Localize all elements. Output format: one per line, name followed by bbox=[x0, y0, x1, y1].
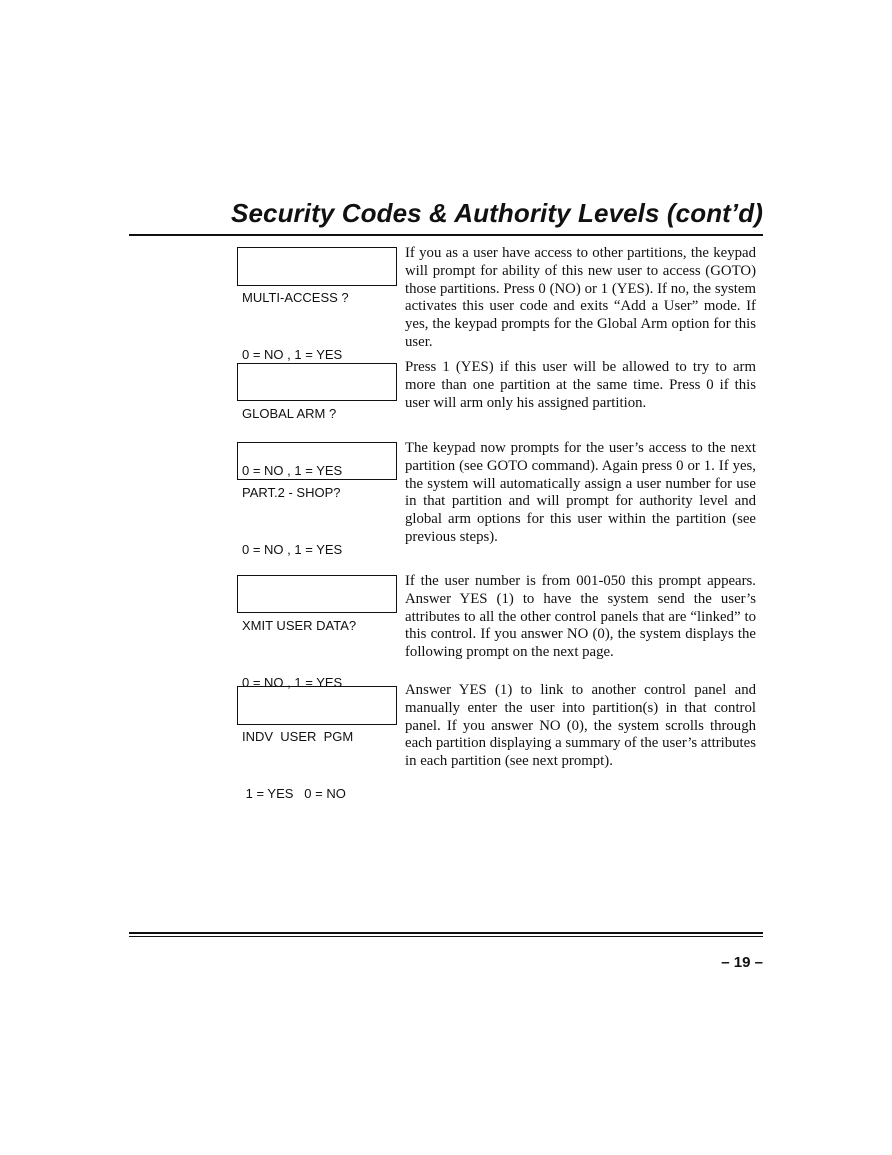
prompt-options: 0 = NO , 1 = YES bbox=[242, 675, 343, 690]
keypad-prompt-multi-access bbox=[237, 247, 397, 362]
description-indv-user-pgm: Answer YES (1) to link to another control panel and manually enter the user into partition(s) in that control panel. If you answer NO (0), the system scrolls through each partition displaying a summary of the user’s attributes in each partition (see next prompt). bbox=[405, 682, 756, 770]
footer-divider bbox=[129, 932, 763, 934]
prompt-label: GLOBAL ARM ? bbox=[242, 406, 337, 421]
keypad-prompt-global-arm bbox=[237, 363, 397, 478]
prompt-label: XMIT USER DATA? bbox=[242, 618, 357, 633]
description-global-arm: Press 1 (YES) if this user will be allowed to try to arm more than one partition at the same time. Press 0 if this user will arm only his assigned partition. bbox=[405, 359, 756, 411]
description-xmit-user-data: If the user number is from 001-050 this prompt appears. Answer YES (1) to have the system send the user’s attributes to all the other control panels that are “linked” to this control. If you answer NO (0), the system displays the following prompt on the next page. bbox=[405, 573, 756, 661]
description-multi-access: If you as a user have access to other partitions, the keypad will prompt for ability of this new user to access (GOTO) those partitions. Press 0 (NO) or 1 (YES). If no, the system activates this user code and exits “Add a User” mode. If yes, the keypad prompts for the Global Arm option for this user. bbox=[405, 245, 756, 350]
prompt-label: MULTI-ACCESS ? bbox=[242, 290, 349, 305]
prompt-options: 1 = YES 0 = NO bbox=[242, 786, 346, 801]
prompt-label: PART.2 - SHOP? bbox=[242, 485, 341, 500]
prompt-options: 0 = NO , 1 = YES bbox=[242, 347, 343, 362]
keypad-prompt-xmit-user-data bbox=[237, 575, 397, 690]
prompt-options: 0 = NO , 1 = YES bbox=[242, 542, 343, 557]
prompt-label: INDV USER PGM bbox=[242, 729, 354, 744]
prompt-options: 0 = NO , 1 = YES bbox=[242, 463, 343, 478]
title-divider bbox=[129, 234, 763, 236]
page-title: Security Codes & Authority Levels (cont’d) bbox=[231, 198, 763, 228]
keypad-prompt-indv-user-pgm bbox=[237, 686, 397, 801]
footer-divider-thin bbox=[129, 936, 763, 937]
description-partition-shop: The keypad now prompts for the user’s access to the next partition (see GOTO command). Again press 0 or 1. If yes, the system will automatically assign a user number for use in that partition and will prompt for authority level and global arm options for this user within the partition (see previous steps). bbox=[405, 440, 756, 545]
page-number: – 19 – bbox=[721, 954, 763, 971]
keypad-prompt-partition-shop bbox=[237, 442, 397, 557]
